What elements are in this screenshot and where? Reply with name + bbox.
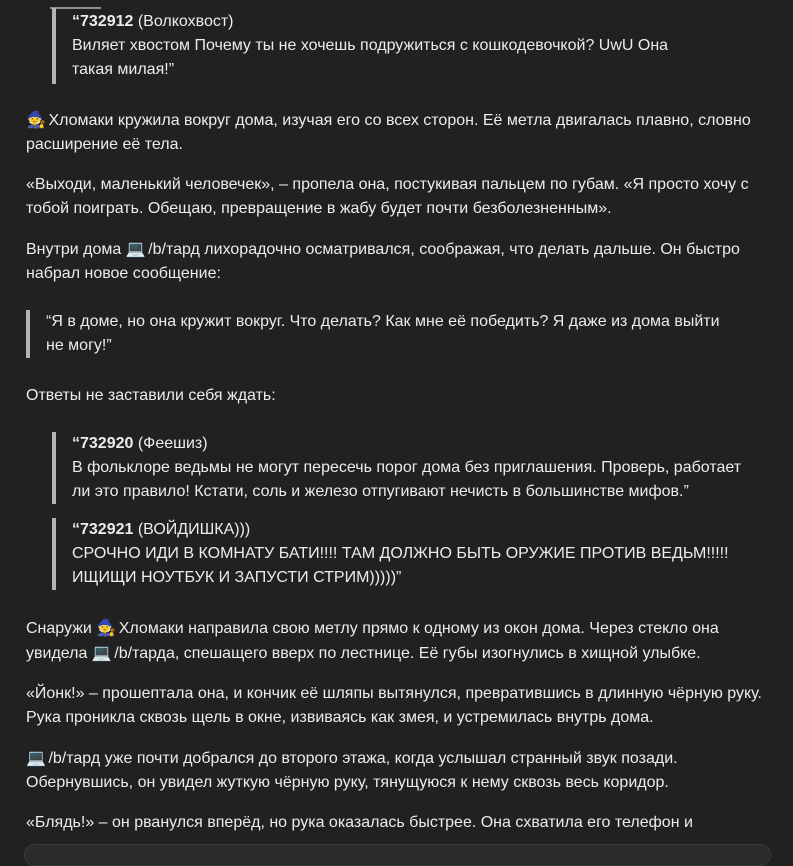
message-content xyxy=(26,8,771,835)
quote-line: СРОЧНО ИДИ В КОМНАТУ БАТИ!!!! ТАМ ДОЛЖНО БЫТЬ ОРУЖИЕ ПРОТИВ ВЕДЬМ!!!!! xyxy=(72,545,729,562)
paragraph: 💻 /b/тард уже почти добрался до второго этажа, когда услышал странный звук позади. Обернувшись, он увидел жуткую чёрную руку, тянущуюся к нему сквозь весь коридор. xyxy=(26,748,678,791)
laptop-icon: 💻 xyxy=(91,643,112,662)
quote-header: “732921 (ВОЙДИШКА))) xyxy=(72,521,251,538)
paragraph: «Выходи, маленький человечек», – пропела она, постукивая пальцем по губам. «Я просто хочу с тобой поиграть. Обещаю, превращение в жабу будет почти безболезненным». xyxy=(26,176,749,217)
quote-nested xyxy=(52,432,771,504)
composer-input-edge[interactable] xyxy=(24,844,771,866)
paragraph: «Блядь!» – он рванулся вперёд, но рука оказалась быстрее. Она схватила его телефон и xyxy=(26,814,693,831)
paragraph: 🧙 Хломаки кружила вокруг дома, изучая его со всех сторон. Её метла двигалась плавно, словно расширение её тела. xyxy=(26,110,751,153)
paragraph: Внутри дома 💻 /b/тард лихорадочно осматривался, соображая, что делать дальше. Он быстро набрал новое сообщение: xyxy=(26,239,740,282)
quote-header: “732912 (Волкохвост) xyxy=(72,13,234,30)
quote-line: ли это правило! Кстати, соль и железо отпугивают нечисть в большинстве мифов.” xyxy=(72,483,689,500)
quote-line: такая милая!” xyxy=(72,61,175,78)
laptop-icon: 💻 xyxy=(26,748,46,767)
quote-line: “Я в доме, но она кружит вокруг. Что делать? Как мне её победить? Я даже из дома выйти xyxy=(46,313,720,330)
paragraph: Снаружи 🧙 Хломаки направила свою метлу прямо к одному из окон дома. Через стекло она увидела 💻 /b/тарда, спешащего вверх по лестнице. Её губы изогнулись в хищной улыбке. xyxy=(26,616,771,666)
quote-outer xyxy=(52,8,771,84)
quote-line: Виляет хвостом Почему ты не хочешь подружиться с кошкодевочкой? UwU Она xyxy=(72,37,669,54)
witch-icon: 🧙 xyxy=(96,618,117,637)
paragraph: «Йонк!» – прошептала она, и кончик её шляпы вытянулся, превратившись в длинную чёрную руку. Рука проникла сквозь щель в окне, извиваясь как змея, и устремилась внутрь дома. xyxy=(26,685,762,726)
quote-line: не могу!” xyxy=(46,337,112,354)
paragraph: Ответы не заставили себя ждать: xyxy=(26,387,276,404)
laptop-icon: 💻 xyxy=(125,239,146,258)
quote-line: ИЩИЩИ НОУТБУК И ЗАПУСТИ СТРИМ)))))” xyxy=(72,569,402,586)
quote xyxy=(26,310,771,358)
quote-nested xyxy=(52,518,771,590)
quote-line: В фольклоре ведьмы не могут пересечь порог дома без приглашения. Проверь, работает xyxy=(72,459,742,476)
witch-icon: 🧙 xyxy=(26,110,46,129)
quote-header: “732920 (Феешиз) xyxy=(72,435,208,452)
